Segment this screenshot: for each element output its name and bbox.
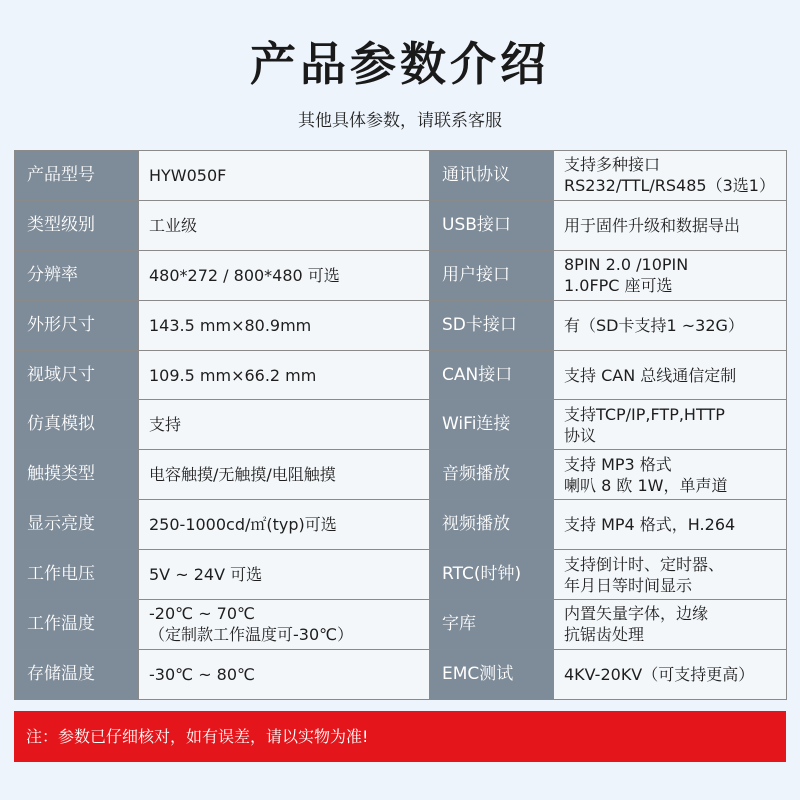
spec-value-left (139, 250, 430, 300)
spec-value-line: 8PIN 2.0 /10PIN (564, 255, 689, 275)
spec-value-left (139, 400, 430, 450)
spec-label-left: 视域尺寸 (15, 350, 139, 400)
spec-row (15, 450, 787, 500)
spec-value-left (139, 550, 430, 600)
spec-value-line: 5V ~ 24V 可选 (149, 565, 263, 585)
spec-value-line: 有（SD卡支持1 ~32G） (564, 315, 744, 335)
spec-value-left (139, 500, 430, 550)
spec-value-line: 协议 (564, 425, 597, 445)
spec-value-right (554, 200, 787, 250)
spec-label-left: 仿真模拟 (15, 400, 139, 450)
spec-value-right (554, 450, 787, 500)
spec-value-line: 喇叭 8 欧 1W，单声道 (564, 475, 728, 495)
spec-table (14, 150, 787, 700)
spec-row (15, 250, 787, 300)
spec-value-line: （定制款工作温度可-30℃） (149, 625, 354, 645)
spec-value-left (139, 200, 430, 250)
spec-value-right (554, 151, 787, 201)
spec-value-line: 1.0FPC 座可选 (564, 276, 673, 296)
spec-row (15, 550, 787, 600)
spec-value-line: 250-1000cd/㎡(typ)可选 (149, 515, 337, 535)
spec-row (15, 151, 787, 201)
spec-value-line: 480*272 / 800*480 可选 (149, 265, 340, 285)
spec-row (15, 400, 787, 450)
spec-value-left (139, 600, 430, 650)
spec-value-left (139, 649, 430, 699)
disclaimer-note: 注：参数已仔细核对，如有误差，请以实物为准! (14, 711, 786, 762)
spec-value-line: -20℃ ~ 70℃ (149, 604, 256, 624)
spec-label-left: 类型级别 (15, 200, 139, 250)
spec-label-right: 用户接口 (430, 250, 554, 300)
spec-value-right (554, 350, 787, 400)
spec-label-right: RTC(时钟) (430, 550, 554, 600)
spec-label-left: 触摸类型 (15, 450, 139, 500)
spec-value-right (554, 300, 787, 350)
spec-value-line: 工业级 (149, 215, 198, 235)
spec-value-left (139, 350, 430, 400)
spec-label-left: 显示亮度 (15, 500, 139, 550)
spec-row (15, 500, 787, 550)
spec-label-right: USB接口 (430, 200, 554, 250)
spec-label-right: EMC测试 (430, 649, 554, 699)
spec-label-right: WiFi连接 (430, 400, 554, 450)
spec-value-right (554, 550, 787, 600)
spec-value-right (554, 600, 787, 650)
spec-value-line: 支持 CAN 总线通信定制 (564, 365, 737, 385)
spec-value-line: 用于固件升级和数据导出 (564, 215, 741, 235)
spec-value-line: 年月日等时间显示 (564, 575, 693, 595)
spec-value-right (554, 500, 787, 550)
page-subtitle: 其他具体参数，请联系客服 (298, 111, 502, 131)
spec-value-line: 109.5 mm×66.2 mm (149, 365, 317, 385)
spec-label-right: 视频播放 (430, 500, 554, 550)
spec-value-right (554, 649, 787, 699)
spec-value-line: 支持倒计时、定时器、 (564, 554, 725, 574)
spec-row (15, 200, 787, 250)
spec-row (15, 600, 787, 650)
spec-value-line: 支持TCP/IP,FTP,HTTP (564, 404, 725, 424)
spec-label-left: 存储温度 (15, 649, 139, 699)
spec-label-left: 工作温度 (15, 600, 139, 650)
spec-row (15, 300, 787, 350)
spec-value-line: 4KV-20KV（可支持更高） (564, 664, 755, 684)
spec-value-left (139, 151, 430, 201)
spec-value-line: 支持 MP4 格式，H.264 (564, 515, 736, 535)
spec-value-line: -30℃ ~ 80℃ (149, 664, 256, 684)
spec-value-line: 抗锯齿处理 (564, 625, 645, 645)
spec-value-right (554, 400, 787, 450)
spec-label-left: 外形尺寸 (15, 300, 139, 350)
spec-label-right: 字库 (430, 600, 554, 650)
spec-row (15, 649, 787, 699)
spec-value-line: 143.5 mm×80.9mm (149, 315, 312, 335)
spec-label-right: 通讯协议 (430, 151, 554, 201)
spec-value-line: RS232/TTL/RS485（3选1） (564, 176, 775, 196)
spec-label-right: CAN接口 (430, 350, 554, 400)
page-title: 产品参数介绍 (250, 37, 550, 91)
spec-value-line: 电容触摸/无触摸/电阻触摸 (149, 465, 336, 485)
spec-value-line: 支持多种接口 (564, 155, 661, 175)
spec-value-line: 支持 MP3 格式 (564, 454, 672, 474)
spec-value-line: HYW050F (149, 165, 227, 185)
spec-label-left: 产品型号 (15, 151, 139, 201)
spec-value-line: 内置矢量字体，边缘 (564, 604, 709, 624)
spec-label-left: 分辨率 (15, 250, 139, 300)
spec-label-left: 工作电压 (15, 550, 139, 600)
spec-table-body (15, 151, 787, 700)
spec-value-left (139, 300, 430, 350)
spec-value-left (139, 450, 430, 500)
spec-value-right (554, 250, 787, 300)
spec-label-right: 音频播放 (430, 450, 554, 500)
spec-row (15, 350, 787, 400)
spec-value-line: 支持 (149, 415, 182, 435)
spec-label-right: SD卡接口 (430, 300, 554, 350)
